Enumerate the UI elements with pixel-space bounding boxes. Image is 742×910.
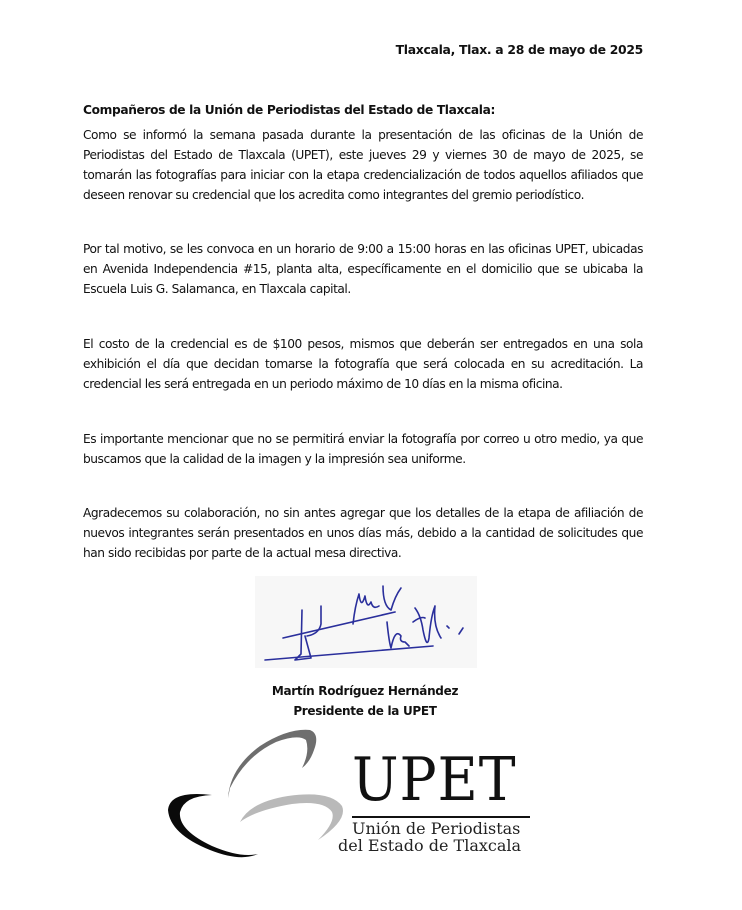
signer-name: Martín Rodríguez Hernández — [271, 684, 459, 698]
paragraph-schedule-location: Por tal motivo, se les convoca en un horario de 9:00 a 15:00 horas en las oficinas UPET, ubicadas en Avenida Independencia #15, planta alta, específicamente en el domicilio que se ubicaba la Escuela Luis G. Salamanca, en Tlaxcala capital. — [83, 242, 643, 296]
handwritten-signature — [255, 576, 477, 668]
logo-swoosh-icon — [160, 722, 360, 872]
upet-logo — [160, 722, 560, 872]
letter-date: Tlaxcala, Tlax. a 28 de mayo de 2025 — [395, 42, 643, 57]
paragraph-cost: El costo de la credencial es de $100 pesos, mismos que deberán ser entregados en una sola exhibición el día que decidan tomarse la fotografía que será colocada en su acreditación. La credencial les será entregada en un periodo máximo de 10 días en la misma oficina. — [83, 337, 643, 391]
signature-strokes — [255, 576, 477, 668]
paragraph-announcement: Como se informó la semana pasada durante la presentación de las oficinas de la Unión de Periodistas del Estado de Tlaxcala (UPET), este jueves 29 y viernes 30 de mayo de 2025, se tomarán las fotografías para iniciar con la etapa credencialización de todos aquellos afiliados que deseen renovar su credencial que los acredita como integrantes del gremio periodístico. — [83, 128, 643, 202]
salutation: Compañeros de la Unión de Periodistas del Estado de Tlaxcala: — [83, 103, 495, 117]
logo-line2: del Estado de Tlaxcala — [338, 836, 522, 855]
paragraph-closing: Agradecemos su colaboración, no sin antes agregar que los detalles de la etapa de afiliación de nuevos integrantes serán presentados en unos días más, debido a la cantidad de solicitudes que han sido recibidas por parte de la actual mesa directiva. — [83, 506, 643, 560]
signer-title: Presidente de la UPET — [293, 704, 437, 718]
logo-acronym: UPET — [352, 745, 517, 815]
logo-line1: Unión de Periodistas — [352, 819, 521, 838]
logo-rule — [352, 816, 530, 818]
paragraph-photo-policy: Es importante mencionar que no se permitirá enviar la fotografía por correo u otro medio, ya que buscamos que la calidad de la imagen y la impresión sea uniforme. — [83, 432, 643, 466]
